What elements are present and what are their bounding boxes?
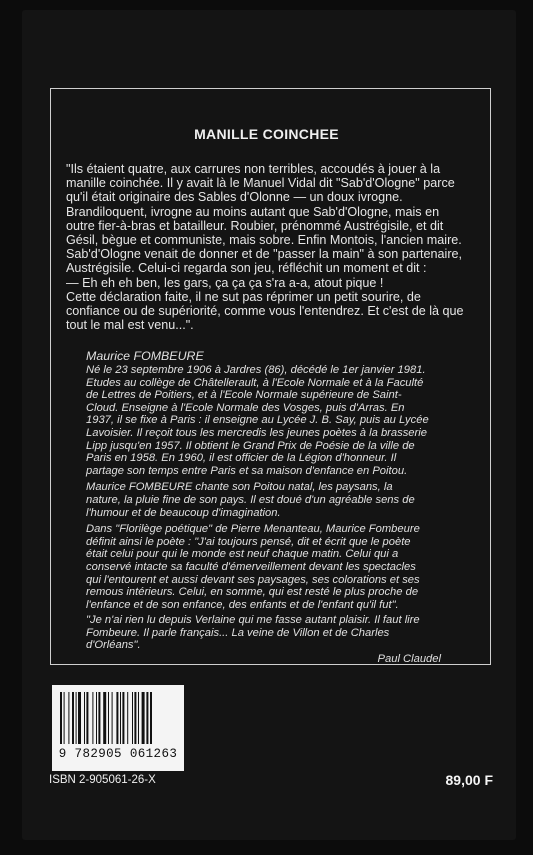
excerpt-paragraph: "Ils étaient quatre, aux carrures non terribles, accoudés à jouer à la manille coinchée. Il y avait là le Manuel Vidal dit "Sab'd'Ologne" parce qu'il était originaire des Sables d'Olonne — un doux ivrogne. Brandiloquent, ivrogne au moins autant que Sab'd'Ologne, mais en outre fier-à-bras et batailleur. Roubier, prénommé Austrégisile, et dit Gésil, bègue et communiste, mais sobre. Enfin Montois, l'ancien maire. — [66, 162, 462, 248]
quote-author: Paul Claudel — [377, 653, 441, 665]
bio-paragraph: Né le 23 septembre 1906 à Jardres (86), décédé le 1er janvier 1981. Etudes au collège de Châtellerault, à l'Ecole Normale et à la Faculté de Lettres de Poitiers, et à l'Ecole Normale supérieure de Saint-Cloud. Enseigne à l'Ecole Normale des Vosges, puis d'Arras. En 1937, il se fixe à Paris : il enseigne au Lycée J. B. Say, puis au Lycée Lavoisier. Il reçoit tous les mercredis les jeunes poètes à la brasserie Lipp jusqu'en 1957. Il obtient le Grand Prix de Poésie de la ville de Paris en 1958. En 1960, il est officier de la Légion d'honneur. Il partage son temps entre Paris et sa maison d'enfance en Poitou. — [86, 364, 429, 477]
barcode-digits: 9 782905 061263 — [58, 747, 178, 761]
excerpt-paragraph: — Eh eh eh ben, les gars, ça ça ça s'ra a-a, atout pique ! — [66, 275, 384, 290]
barcode — [52, 685, 184, 771]
author-name: Maurice FOMBEURE — [86, 349, 204, 363]
claudel-quote: "Je n'ai rien lu depuis Verlaine qui me fasse autant plaisir. Il faut lire Fombeure. Il parle français... La veine de Villon et de Charles d'Orléans". — [86, 614, 420, 652]
bio-paragraph: Maurice FOMBEURE chante son Poitou natal, les paysans, la nature, la pluie fine de son pays. Il est doué d'un agréable sens de l'humour et de beaucoup d'imagination. — [86, 481, 415, 519]
author-biography — [86, 364, 430, 615]
book-title: MANILLE COINCHEE — [194, 126, 339, 142]
price: 89,00 F — [445, 772, 493, 788]
excerpt-paragraph: Sab'd'Ologne venait de donner et de "passer la main" à son partenaire, Austrégisile. Celui-ci regarda son jeu, réfléchit un moment et dit : — [66, 247, 463, 276]
barcode-bars — [60, 692, 176, 744]
bio-paragraph: Dans "Florilège poétique" de Pierre Menanteau, Maurice Fombeure définit ainsi le poète : "J'ai toujours pensé, dit et écrit que le poète était celui pour qui le monde est neuf chaque matin. Celui qui a conservé intacte sa faculté d'émerveillement devant les spectacles qui l'entourent et aussi devant ses paysages, ses colorations et ses remous intérieurs. Celui, en somme, qui est resté le plus proche de l'enfance et de son enfance, des enfants et de l'enfant qu'il fut". — [86, 523, 420, 611]
excerpt — [66, 162, 470, 332]
isbn: ISBN 2-905061-26-X — [49, 774, 156, 786]
excerpt-paragraph: Cette déclaration faite, il ne sut pas réprimer un petit sourire, de confiance ou de supériorité, comme vous l'entendrez. Et c'est de là que tout le mal est venu...". — [66, 289, 464, 333]
